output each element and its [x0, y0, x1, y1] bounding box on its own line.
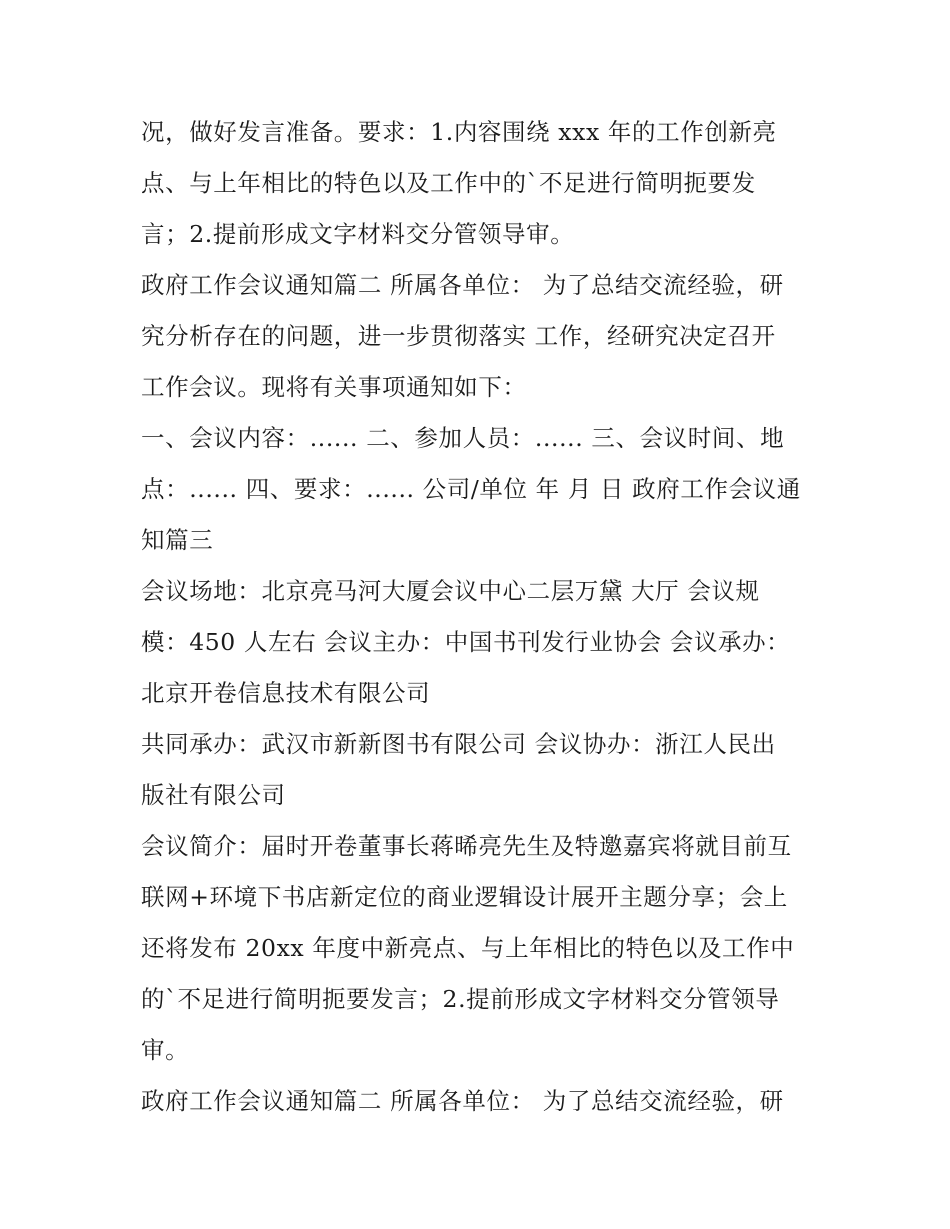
text-line: 点：...... 四、要求：...... 公司/单位 年 月 日 政府工作会议通 [141, 475, 801, 503]
text-line: 还将发布 20xx 年度中新亮点、与上年相比的特色以及工作中 [141, 934, 795, 962]
text-line: 版社有限公司 [141, 781, 286, 809]
text-line: 的`不足进行简明扼要发言；2.提前形成文字材料交分管领导 [141, 985, 780, 1013]
text-line: 共同承办：武汉市新新图书有限公司 会议协办：浙江人民出 [141, 730, 776, 758]
text-line: 工作会议。现将有关事项通知如下： [141, 373, 527, 401]
text-line: 联网+环境下书店新定位的商业逻辑设计展开主题分享；会上 [141, 883, 788, 911]
text-line: 审。 [141, 1036, 190, 1064]
text-line: 模：450 人左右 会议主办：中国书刊发行业协会 会议承办： [141, 628, 791, 656]
text-line: 会议场地：北京亮马河大厦会议中心二层万黛 大厅 会议规 [141, 577, 760, 605]
text-line: 况，做好发言准备。要求：1.内容围绕 xxx 年的工作创新亮 [141, 118, 777, 146]
text-line: 政府工作会议通知篇二 所属各单位： 为了总结交流经验，研 [141, 271, 784, 299]
text-line: 一、会议内容：...... 二、参加人员：...... 三、会议时间、地 [141, 424, 785, 452]
text-line: 政府工作会议通知篇二 所属各单位： 为了总结交流经验，研 [141, 1087, 784, 1115]
text-line: 言；2.提前形成文字材料交分管领导审。 [141, 220, 575, 248]
text-line: 知篇三 [141, 526, 214, 554]
text-line: 北京开卷信息技术有限公司 [141, 679, 431, 707]
text-line: 究分析存在的问题，进一步贯彻落实 工作，经研究决定召开 [141, 322, 776, 350]
document-body [141, 107, 821, 1127]
text-line: 会议简介：届时开卷董事长蒋晞亮先生及特邀嘉宾将就目前互 [141, 832, 792, 860]
text-line: 点、与上年相比的特色以及工作中的`不足进行简明扼要发 [141, 169, 756, 197]
